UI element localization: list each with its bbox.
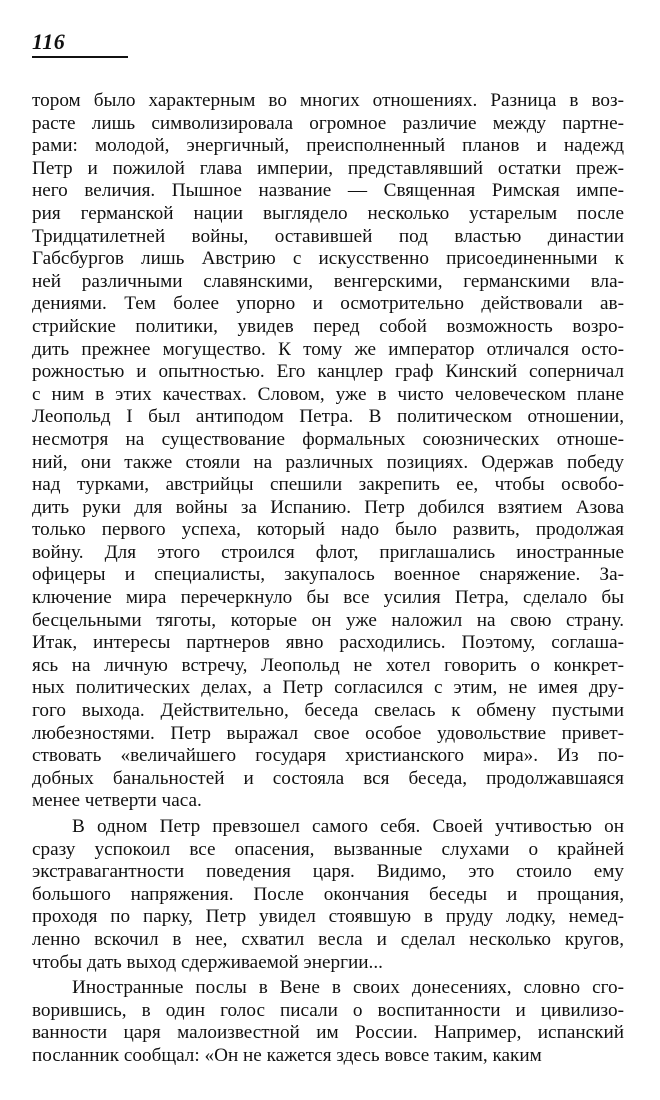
text-line: дениями. Тем более упорно и осмотрительно действовали ав- <box>32 293 624 315</box>
header-rule <box>32 56 128 58</box>
text-line: гого выхода. Действительно, беседа свелась к обмену пустыми <box>32 700 624 722</box>
text-line: ней различными славянскими, венгерскими, германскими вла- <box>32 270 624 292</box>
text-line: дить руки для войны за Испанию. Петр добился взятием Азова <box>32 496 624 518</box>
text-line: офицеры и специалисты, закупалось военное снаряжение. За- <box>32 564 624 586</box>
text-line: любезностями. Петр выражал свое особое удовольствие привет- <box>32 722 624 744</box>
text-line: добных банальностей и состояла вся беседа, продолжавшаяся <box>32 767 624 789</box>
text-line: рами: молодой, энергичный, преисполненный планов и надежд <box>32 135 624 157</box>
text-line: ясь на личную встречу, Леопольд не хотел говорить о конкрет- <box>32 654 624 676</box>
text-line: Петр и пожилой глава империи, представлявший остатки преж- <box>32 157 624 179</box>
text-line: чтобы дать выход сдерживаемой энергии... <box>32 951 383 973</box>
paragraph <box>32 816 624 974</box>
paragraph <box>32 90 624 813</box>
text-line: ствовать «величайшего государя христианского мира». Из по- <box>32 745 624 767</box>
text-line: с ним в этих качествах. Словом, уже в чисто человеческом плане <box>32 383 624 405</box>
text-line: тором было характерным во многих отношениях. Разница в воз- <box>32 90 624 111</box>
text-line: над турками, австрийцы спешили закрепить ее, чтобы освобо- <box>32 474 624 496</box>
text-line: рожностью и опытностью. Его канцлер граф Кинский соперничал <box>32 361 624 383</box>
text-line: Тридцатилетней войны, оставившей под властью династии <box>32 225 624 247</box>
text-line: посланник сообщал: «Он не кажется здесь вовсе таким, каким <box>32 1044 542 1066</box>
text-line: экстравагантности поведения царя. Видимо, это стоило ему <box>32 861 624 883</box>
text-line: ний, они также стояли на различных позициях. Одержав победу <box>32 451 624 473</box>
text-line: ных политических делах, а Петр согласился с этим, не имея дру- <box>32 677 624 699</box>
text-line: ворившись, в один голос писали о воспитанности и цивилизо- <box>32 999 624 1021</box>
body-text <box>32 90 624 1068</box>
text-line: несмотря на существование формальных союзнических отноше- <box>32 428 624 450</box>
text-line: проходя по парку, Петр увидел стоявшую в пруду лодку, немед- <box>32 906 624 928</box>
text-line: Леопольд I был антиподом Петра. В политическом отношении, <box>32 406 624 428</box>
text-line: ключение мира перечеркнуло бы все усилия Петра, сделало бы <box>32 587 624 609</box>
text-line: сразу успокоил все опасения, вызванные слухами о крайней <box>32 838 624 860</box>
text-line: Иностранные послы в Вене в своих донесениях, словно сго- <box>72 977 624 999</box>
text-line: Габсбургов лишь Австрию с искусственно присоединенными к <box>32 248 624 270</box>
text-line: войну. Для этого строился флот, приглашались иностранные <box>32 541 624 563</box>
text-line: него величия. Пышное название — Священная Римская импе- <box>32 180 624 202</box>
text-line: рия германской нации выглядело несколько устарелым после <box>32 202 624 224</box>
text-line: менее четверти часа. <box>32 790 202 812</box>
text-line: стрийские политики, увидев перед собой возможность возро- <box>32 315 624 337</box>
paragraph <box>32 977 624 1067</box>
text-line: бесцельными тяготы, которые он уже наложил на свою страну. <box>32 609 624 631</box>
text-line: В одном Петр превзошел самого себя. Своей учтивостью он <box>72 816 624 837</box>
text-line: ленно вскочил в нее, схватил весла и сделал несколько кругов, <box>32 928 624 950</box>
text-line: только первого успеха, который надо было развить, продолжая <box>32 519 624 541</box>
page-number: 116 <box>32 29 66 54</box>
text-line: дить прежнее могущество. К тому же император отличался осто- <box>32 338 624 360</box>
text-line: Итак, интересы партнеров явно расходились. Поэтому, соглаша- <box>32 632 624 654</box>
text-line: ванности царя малоизвестной им России. Например, испанский <box>32 1022 624 1044</box>
text-line: большого напряжения. После окончания беседы и прощания, <box>32 883 624 905</box>
text-line: расте лишь символизировала огромное различие между партне- <box>32 112 624 134</box>
